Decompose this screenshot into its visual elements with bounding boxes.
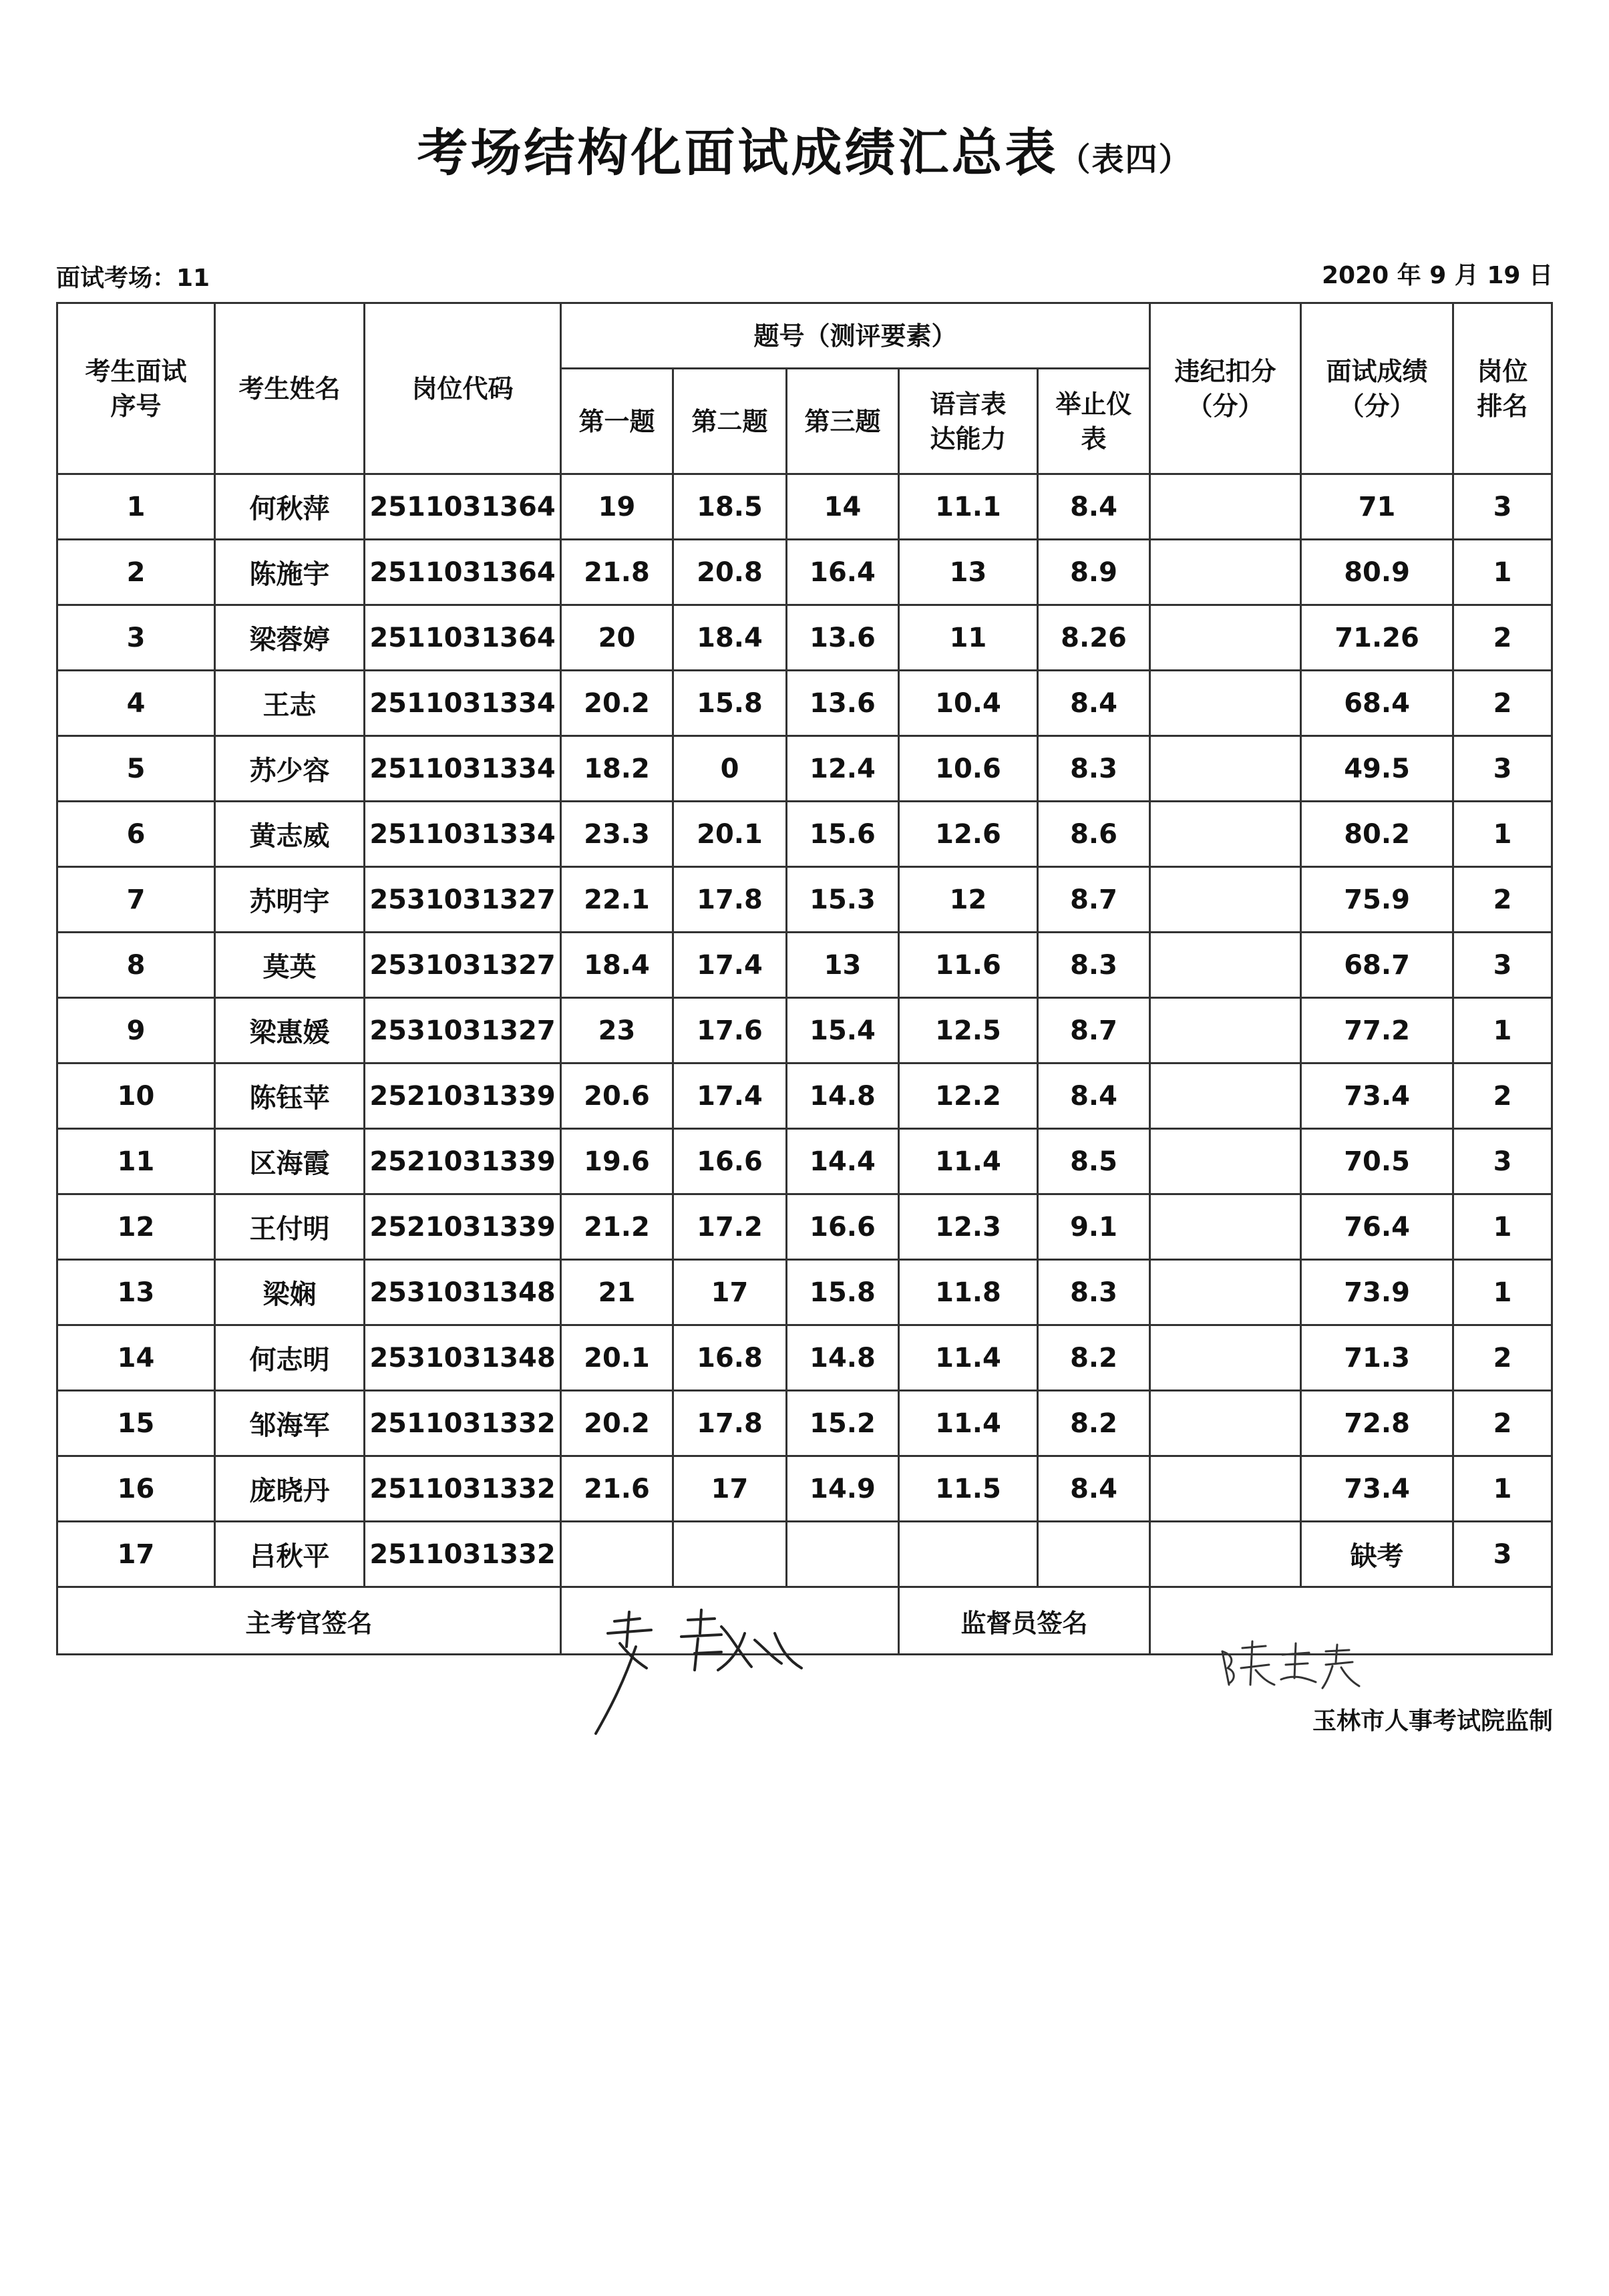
cell-name: 梁蓉婷: [215, 605, 365, 671]
cell-q2: 0: [673, 736, 787, 802]
cell-language: 12.2: [899, 1063, 1038, 1129]
cell-language: 13: [899, 540, 1038, 605]
cell-name: 陈钰苹: [215, 1063, 365, 1129]
table-row: [57, 1194, 1552, 1260]
cell-seq: 8: [57, 933, 215, 998]
header-questions-group: 题号（测评要素）: [561, 303, 1150, 369]
cell-score: 71.3: [1301, 1325, 1453, 1391]
cell-deduction: [1150, 671, 1301, 736]
cell-score: 76.4: [1301, 1194, 1453, 1260]
header-seq-text: 考生面试序号: [85, 356, 187, 421]
cell-post-code: 2521031339: [365, 1194, 561, 1260]
cell-q1: 20.2: [561, 1391, 673, 1456]
cell-deduction: [1150, 867, 1301, 933]
cell-q2: 20.1: [673, 802, 787, 867]
cell-q3: 15.8: [787, 1260, 899, 1325]
cell-score: 70.5: [1301, 1129, 1453, 1194]
cell-q3: 13.6: [787, 671, 899, 736]
cell-name: 黄志威: [215, 802, 365, 867]
cell-language: 12.5: [899, 998, 1038, 1063]
cell-q3: 15.4: [787, 998, 899, 1063]
cell-score: 80.9: [1301, 540, 1453, 605]
cell-language: 11.5: [899, 1456, 1038, 1522]
cell-score: 75.9: [1301, 867, 1453, 933]
cell-score: 73.9: [1301, 1260, 1453, 1325]
cell-rank: 1: [1453, 802, 1552, 867]
exam-date: 2020 年 9 月 19 日: [1321, 262, 1553, 289]
cell-q1: 21: [561, 1260, 673, 1325]
cell-q3: 14.8: [787, 1325, 899, 1391]
cell-language: 10.4: [899, 671, 1038, 736]
table-row: [57, 1456, 1552, 1522]
cell-deduction: [1150, 802, 1301, 867]
cell-rank: 2: [1453, 1391, 1552, 1456]
cell-name: 邹海军: [215, 1391, 365, 1456]
cell-q1: 20.6: [561, 1063, 673, 1129]
cell-deduction: [1150, 474, 1301, 540]
header-language-text: 语言表达能力: [930, 389, 1007, 454]
cell-manner: [1038, 1522, 1150, 1587]
cell-language: 11.8: [899, 1260, 1038, 1325]
cell-rank: 3: [1453, 1129, 1552, 1194]
title-main: 考场结构化面试成绩汇总表: [417, 123, 1059, 182]
header-score: [1301, 303, 1453, 474]
cell-post-code: 2531031327: [365, 998, 561, 1063]
cell-post-code: 2511031334: [365, 802, 561, 867]
cell-q3: 15.3: [787, 867, 899, 933]
cell-q3: 15.6: [787, 802, 899, 867]
cell-q1: 20: [561, 605, 673, 671]
cell-q2: [673, 1522, 787, 1587]
cell-deduction: [1150, 998, 1301, 1063]
page-title: [0, 112, 1609, 185]
cell-deduction: [1150, 1522, 1301, 1587]
cell-deduction: [1150, 1063, 1301, 1129]
cell-rank: 2: [1453, 1325, 1552, 1391]
cell-post-code: 2531031327: [365, 933, 561, 998]
cell-name: 何志明: [215, 1325, 365, 1391]
cell-score: 缺考: [1301, 1522, 1453, 1587]
title-sub: （表四）: [1058, 141, 1192, 178]
cell-post-code: 2511031332: [365, 1456, 561, 1522]
table-row: [57, 1129, 1552, 1194]
cell-manner: 9.1: [1038, 1194, 1150, 1260]
header-post-code: 岗位代码: [365, 303, 561, 474]
cell-q3: 13: [787, 933, 899, 998]
cell-language: [899, 1522, 1038, 1587]
cell-q2: 17.8: [673, 1391, 787, 1456]
cell-q1: 23.3: [561, 802, 673, 867]
header-q2: 第二题: [673, 369, 787, 474]
cell-name: 王付明: [215, 1194, 365, 1260]
cell-post-code: 2511031334: [365, 736, 561, 802]
cell-rank: 3: [1453, 933, 1552, 998]
cell-q1: 21.8: [561, 540, 673, 605]
cell-seq: 11: [57, 1129, 215, 1194]
cell-score: 68.4: [1301, 671, 1453, 736]
cell-language: 11.6: [899, 933, 1038, 998]
cell-q2: 17.8: [673, 867, 787, 933]
cell-rank: 1: [1453, 998, 1552, 1063]
cell-language: 11.1: [899, 474, 1038, 540]
cell-post-code: 2511031364: [365, 540, 561, 605]
cell-name: 庞晓丹: [215, 1456, 365, 1522]
cell-language: 10.6: [899, 736, 1038, 802]
cell-name: 陈施宇: [215, 540, 365, 605]
table-row: [57, 605, 1552, 671]
cell-q2: 17.4: [673, 1063, 787, 1129]
cell-q1: 18.4: [561, 933, 673, 998]
table-row: [57, 867, 1552, 933]
cell-score: 77.2: [1301, 998, 1453, 1063]
cell-q2: 18.5: [673, 474, 787, 540]
table-row: [57, 1325, 1552, 1391]
cell-deduction: [1150, 1260, 1301, 1325]
cell-seq: 13: [57, 1260, 215, 1325]
cell-name: 莫英: [215, 933, 365, 998]
cell-q2: 17.4: [673, 933, 787, 998]
cell-seq: 5: [57, 736, 215, 802]
cell-language: 11.4: [899, 1129, 1038, 1194]
cell-q2: 15.8: [673, 671, 787, 736]
cell-post-code: 2531031348: [365, 1325, 561, 1391]
cell-q2: 17: [673, 1456, 787, 1522]
header-q1: 第一题: [561, 369, 673, 474]
cell-seq: 7: [57, 867, 215, 933]
header-seq: [57, 303, 215, 474]
cell-q1: 20.2: [561, 671, 673, 736]
header-deduction: [1150, 303, 1301, 474]
cell-rank: 2: [1453, 605, 1552, 671]
cell-language: 12.6: [899, 802, 1038, 867]
cell-score: 71.26: [1301, 605, 1453, 671]
cell-q3: 14.4: [787, 1129, 899, 1194]
cell-q3: 12.4: [787, 736, 899, 802]
cell-score: 73.4: [1301, 1456, 1453, 1522]
cell-deduction: [1150, 605, 1301, 671]
cell-q1: 23: [561, 998, 673, 1063]
cell-rank: 2: [1453, 867, 1552, 933]
cell-post-code: 2521031339: [365, 1063, 561, 1129]
cell-seq: 6: [57, 802, 215, 867]
table-row: [57, 1391, 1552, 1456]
cell-q2: 16.8: [673, 1325, 787, 1391]
cell-manner: 8.7: [1038, 867, 1150, 933]
cell-rank: 1: [1453, 1456, 1552, 1522]
cell-seq: 2: [57, 540, 215, 605]
cell-deduction: [1150, 736, 1301, 802]
cell-post-code: 2531031348: [365, 1260, 561, 1325]
cell-rank: 3: [1453, 736, 1552, 802]
cell-name: 吕秋平: [215, 1522, 365, 1587]
header-manner-text: 举止仪表: [1055, 389, 1132, 454]
table-row: [57, 474, 1552, 540]
header-rank: [1453, 303, 1552, 474]
cell-post-code: 2521031339: [365, 1129, 561, 1194]
cell-name: 区海霞: [215, 1129, 365, 1194]
cell-rank: 2: [1453, 1063, 1552, 1129]
cell-seq: 10: [57, 1063, 215, 1129]
cell-language: 12: [899, 867, 1038, 933]
table-row: [57, 998, 1552, 1063]
cell-manner: 8.4: [1038, 671, 1150, 736]
cell-score: 71: [1301, 474, 1453, 540]
cell-manner: 8.2: [1038, 1391, 1150, 1456]
cell-deduction: [1150, 1325, 1301, 1391]
cell-deduction: [1150, 933, 1301, 998]
cell-q2: 16.6: [673, 1129, 787, 1194]
cell-q2: 17: [673, 1260, 787, 1325]
cell-q3: 16.4: [787, 540, 899, 605]
cell-deduction: [1150, 540, 1301, 605]
header-rank-text: 岗位排名: [1477, 356, 1528, 421]
cell-deduction: [1150, 1456, 1301, 1522]
cell-name: 何秋萍: [215, 474, 365, 540]
table-row: [57, 933, 1552, 998]
cell-seq: 4: [57, 671, 215, 736]
cell-manner: 8.7: [1038, 998, 1150, 1063]
header-deduction-text: 违纪扣分（分）: [1174, 356, 1276, 421]
cell-q2: 20.8: [673, 540, 787, 605]
cell-q3: 14.9: [787, 1456, 899, 1522]
cell-score: 72.8: [1301, 1391, 1453, 1456]
cell-language: 11.4: [899, 1391, 1038, 1456]
cell-manner: 8.2: [1038, 1325, 1150, 1391]
cell-name: 王志: [215, 671, 365, 736]
cell-seq: 14: [57, 1325, 215, 1391]
chief-examiner-label: 主考官签名: [57, 1587, 561, 1655]
cell-language: 12.3: [899, 1194, 1038, 1260]
table-row: [57, 671, 1552, 736]
cell-deduction: [1150, 1129, 1301, 1194]
cell-manner: 8.9: [1038, 540, 1150, 605]
cell-manner: 8.3: [1038, 736, 1150, 802]
cell-manner: 8.26: [1038, 605, 1150, 671]
cell-seq: 15: [57, 1391, 215, 1456]
table-row: [57, 1522, 1552, 1587]
cell-q1: 19: [561, 474, 673, 540]
cell-q1: 21.6: [561, 1456, 673, 1522]
cell-manner: 8.3: [1038, 933, 1150, 998]
score-rows: [57, 474, 1552, 1587]
cell-manner: 8.4: [1038, 474, 1150, 540]
cell-seq: 9: [57, 998, 215, 1063]
cell-manner: 8.3: [1038, 1260, 1150, 1325]
cell-seq: 1: [57, 474, 215, 540]
cell-rank: 3: [1453, 474, 1552, 540]
cell-language: 11.4: [899, 1325, 1038, 1391]
issuer-footer: 玉林市人事考试院监制: [1312, 1707, 1553, 1735]
cell-post-code: 2511031334: [365, 671, 561, 736]
cell-q1: 19.6: [561, 1129, 673, 1194]
table-row: [57, 1260, 1552, 1325]
cell-q1: 22.1: [561, 867, 673, 933]
cell-score: 68.7: [1301, 933, 1453, 998]
cell-rank: 1: [1453, 1260, 1552, 1325]
cell-language: 11: [899, 605, 1038, 671]
cell-post-code: 2511031332: [365, 1391, 561, 1456]
chief-examiner-signature-drawing: [588, 1607, 828, 1747]
supervisor-label: 监督员签名: [899, 1587, 1150, 1655]
header-name: 考生姓名: [215, 303, 365, 474]
cell-q3: 16.6: [787, 1194, 899, 1260]
cell-rank: 2: [1453, 671, 1552, 736]
cell-name: 梁惠媛: [215, 998, 365, 1063]
cell-q2: 17.2: [673, 1194, 787, 1260]
cell-q1: 18.2: [561, 736, 673, 802]
cell-seq: 3: [57, 605, 215, 671]
cell-q3: [787, 1522, 899, 1587]
table-row: [57, 802, 1552, 867]
table-row: [57, 736, 1552, 802]
cell-q3: 14: [787, 474, 899, 540]
cell-manner: 8.6: [1038, 802, 1150, 867]
cell-score: 49.5: [1301, 736, 1453, 802]
cell-q2: 18.4: [673, 605, 787, 671]
cell-seq: 16: [57, 1456, 215, 1522]
header-manner: [1038, 369, 1150, 474]
cell-post-code: 2511031332: [365, 1522, 561, 1587]
cell-q2: 17.6: [673, 998, 787, 1063]
exam-room-label: 面试考场：11: [56, 265, 210, 292]
cell-rank: 3: [1453, 1522, 1552, 1587]
cell-seq: 17: [57, 1522, 215, 1587]
header-q3: 第三题: [787, 369, 899, 474]
table-row: [57, 1063, 1552, 1129]
cell-seq: 12: [57, 1194, 215, 1260]
cell-manner: 8.4: [1038, 1063, 1150, 1129]
cell-q3: 14.8: [787, 1063, 899, 1129]
cell-q3: 15.2: [787, 1391, 899, 1456]
header-language: [899, 369, 1038, 474]
score-summary-table: [56, 302, 1553, 1655]
cell-name: 苏明宇: [215, 867, 365, 933]
cell-post-code: 2511031364: [365, 474, 561, 540]
cell-q1: 20.1: [561, 1325, 673, 1391]
cell-manner: 8.5: [1038, 1129, 1150, 1194]
cell-q3: 13.6: [787, 605, 899, 671]
cell-manner: 8.4: [1038, 1456, 1150, 1522]
cell-deduction: [1150, 1391, 1301, 1456]
cell-name: 梁娴: [215, 1260, 365, 1325]
cell-rank: 1: [1453, 540, 1552, 605]
cell-rank: 1: [1453, 1194, 1552, 1260]
cell-score: 80.2: [1301, 802, 1453, 867]
cell-score: 73.4: [1301, 1063, 1453, 1129]
supervisor-signature-drawing: [1216, 1638, 1389, 1698]
table-row: [57, 540, 1552, 605]
header-score-text: 面试成绩（分）: [1326, 356, 1428, 421]
cell-name: 苏少容: [215, 736, 365, 802]
cell-q1: [561, 1522, 673, 1587]
cell-post-code: 2531031327: [365, 867, 561, 933]
cell-q1: 21.2: [561, 1194, 673, 1260]
cell-post-code: 2511031364: [365, 605, 561, 671]
cell-deduction: [1150, 1194, 1301, 1260]
